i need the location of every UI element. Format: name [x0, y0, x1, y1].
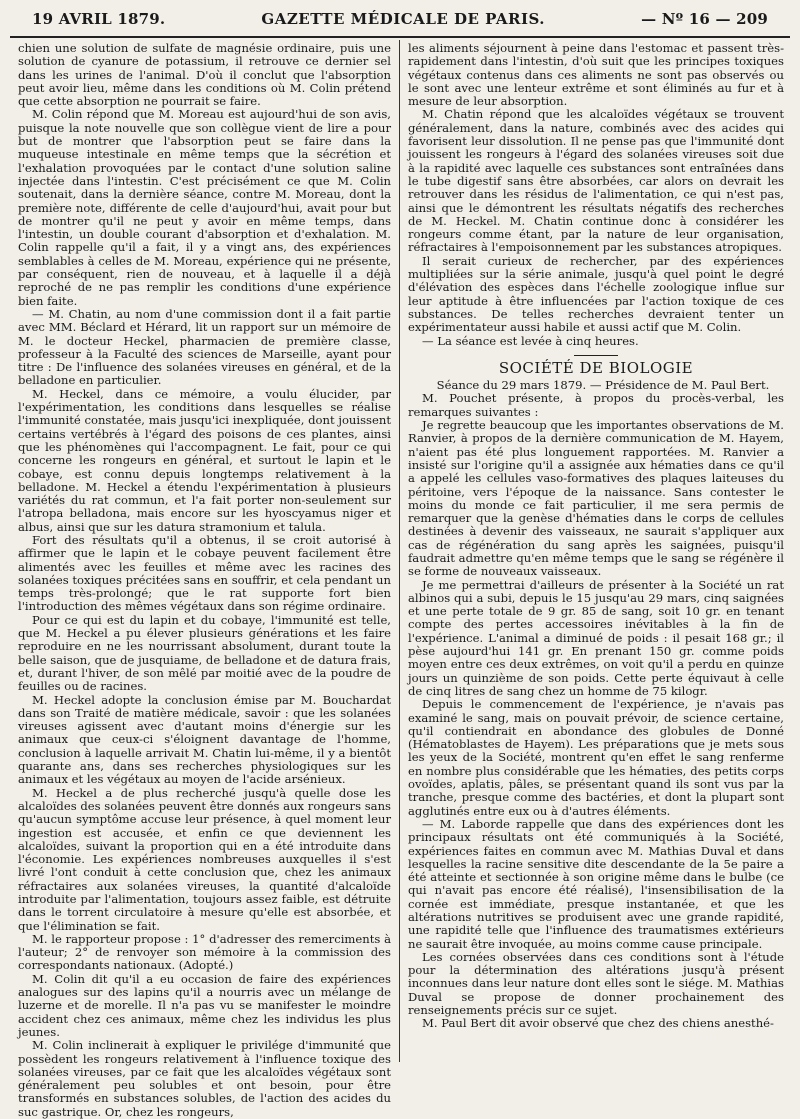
- seance-line: Séance du 29 mars 1879. — Présidence de M. Paul Bert.: [436, 378, 770, 393]
- page-header: [10, 8, 790, 38]
- paragraph: Je me permettrai d'ailleurs de présenter à la Société un rat albinos qui a subi, depuis le 15 jusqu'au 29 mars, cinq saignées et une perte totale de 9 gr. 85 de sang, soit 10 gr. en tenant compte des pertes accessoires inévitables à la fin de l'expérience. L'animal a diminué de poids : il pesait 168 gr.; il pèse aujourd'hui 141 gr. En prenant 150 gr. comme poids moyen entre ces deux extrêmes, on voit qu'il a perdu en quinze jours un quinzième de son poids. Cette perte équivaut à celle de cinq litres de sang chez un homme de 75 kilogr.: [408, 577, 784, 698]
- paragraph: — M. Laborde rappelle que dans des expériences dont les principaux résultats ont été communiqués à la Société, expériences faites en commun avec M. Mathias Duval et dans lesquelles la racine sensitive dite descendante de la 5e paire a été atteinte et sectionnée à son origine même dans le bulbe (ce qui n'avait pas encore été réalisé), l'insensibilisation de la cornée est immédiate, presque instantanée, et que les altérations nutritives se produisent avec une grande rapidité, une rapidité telle que l'influence des traumatismes extérieurs ne saurait être invoquée, au moins comme cause principale.: [408, 816, 784, 951]
- journal-title: GAZETTE MÉDICALE DE PARIS.: [261, 10, 546, 28]
- paragraph: — M. Chatin, au nom d'une commission dont il a fait partie avec MM. Béclard et Hérard, lit un rapport sur un mémoire de M. le docteur Heckel, pharmacien de première classe, professeur à la Faculté des sciences de Marseille, ayant pour titre : De l'influence des solanées vireuses en général, et de la belladone en particulier.: [18, 306, 391, 388]
- issue-page-number: — Nº 16 — 209: [641, 10, 768, 28]
- paragraph: chien une solution de sulfate de magnésie ordinaire, puis une solution de cyanure de potassium, il retrouve ce dernier sel dans les urines de l'animal. D'où il conclut que l'absorption peut avoir lieu, même dans les conditions où M. Colin prétend que cette absorption ne pourrait se faire.: [18, 41, 391, 109]
- section-title: SOCIÉTÉ DE BIOLOGIE: [498, 358, 694, 377]
- right-column-top: [408, 42, 784, 348]
- paragraph: Je regrette beaucoup que les importantes observations de M. Ranvier, à propos de la dernière communication de M. Hayem, n'aient pas été plus longuement rapportées. M. Ranvier a insisté sur l'origine qu'il a assignée aux hématies dans ce qu'il a appelé les cellules vaso-formatives des plaques laiteuses du péritoine, vers l'époque de la naissance. Sans contester le moins du monde ce fait particulier, il me sera permis de remarquer que la genèse d'hématies dans le corps de cellules destinées à devenir des vaisseaux, ne saurait s'appliquer aux cas de régénération du sang après les saignées, puisqu'il faudrait admettre qu'en même temps que le sang se régénère il se forme de nouveaux vaisseaux.: [408, 418, 784, 579]
- columns: [10, 40, 790, 1119]
- paragraph: M. Pouchet présente, à propos du procès-verbal, les remarques suivantes :: [408, 391, 784, 419]
- paragraph: M. Heckel, dans ce mémoire, a voulu élucider, par l'expérimentation, les conditions dans lesquelles se réalise l'immunité constatée, mais jusqu'ici inexpliquée, dont jouissent certains vertébrés à l'égard des poisons de ces plantes, ainsi que les phénomènes qui l'accompagnent. Le fait, pour ce qui concerne les rongeurs en général, et surtout le lapin et le cobaye, est connu depuis longtemps relativement à la belladone. M. Heckel a étendu l'expérimentation à plusieurs variétés du rat commun, et l'a fait porter non-seulement sur l'atropa belladona, mais encore sur les hyoscyamus niger et albus, ainsi que sur les datura stramonium et talula.: [18, 386, 391, 534]
- paragraph: Fort des résultats qu'il a obtenus, il se croit autorisé à affirmer que le lapin et le cobaye peuvent facilement être alimentés avec les feuilles et même avec les racines des solanées toxiques précitées sans en souffrir, et cela pendant un temps très-prolongé; que le rat supporte fort bien l'introduction des mêmes végétaux dans son régime ordinaire.: [18, 532, 391, 614]
- paragraph: — La séance est levée à cinq heures.: [422, 333, 639, 348]
- paragraph: Depuis le commencement de l'expérience, je n'avais pas examiné le sang, mais on pouvait prévoir, de science certaine, qu'il contiendrait en abondance des globules de Donné (Hématoblastes de Hayem). Les préparations que je mets sous les yeux de la Société, montrent qu'en effet le sang renferme en nombre plus considérable que les hématies, des petits corps ovoïdes, aplatis, pâles, se présentant quand ils sont vus par la tranche, presque comme des bactéries, et dont la plupart sont agglutinés entre eux ou à d'autres éléments.: [408, 697, 784, 818]
- paragraph: Les cornées observées dans ces conditions sont à l'étude pour la détermination des altérations jusqu'à présent inconnues dans leur nature dont elles sont le siége. M. Mathias Duval se propose de donner prochainement des renseignements précis sur ce sujet.: [408, 949, 784, 1018]
- paragraph: M. le rapporteur propose : 1° d'adresser des remerciments à l'auteur; 2° de renvoyer son mémoire à la commission des correspondants nationaux. (Adopté.): [18, 931, 391, 973]
- paragraph: M. Colin répond que M. Moreau est aujourd'hui de son avis, puisque la note nouvelle que son collègue vient de lire a pour but de montrer que l'absorption peut se faire dans la muqueuse intestinale en même temps que la sécrétion et l'exhalation provoquées par le contact d'une solution saline injectée dans l'intestin. C'est précisément ce que M. Colin soutenait, dans la dernière séance, contre M. Moreau, dont la première note, différente de celle d'aujourd'hui, avait pour but de montrer qu'il ne peut y avoir en même temps, dans l'intestin, un double courant d'absorption et d'exhalation. M. Colin rappelle qu'il a fait, il y a vingt ans, des expériences semblables à celles de M. Moreau, expérience qui ne présente, par conséquent, rien de nouveau, et à laquelle il a déjà reproché de ne pas remplir les conditions d'une expérience bien faite.: [18, 107, 391, 308]
- right-column-bottom: [408, 392, 784, 1030]
- paragraph: M. Colin inclinerait à expliquer le privilége d'immunité que possèdent les rongeurs relativement à l'influence toxique des solanées vireuses, par ce fait que les alcaloïdes végétaux sont généralement peu solubles et ont besoin, pour être transformés en substances solubles, de l'action des acides du suc gastrique. Or, chez les rongeurs,: [18, 1038, 391, 1119]
- paragraph: les aliments séjournent à peine dans l'estomac et passent très-rapidement dans l'intestin, d'où suit que les principes toxiques végétaux contenus dans ces aliments ne sont pas observés ou le sont avec une lenteur extrême et sont éliminés au fur et à mesure de leur absorption.: [408, 41, 784, 109]
- paragraph: M. Chatin répond que les alcaloïdes végétaux se trouvent généralement, dans la nature, combinés avec des acides qui favorisent leur dissolution. Il ne pense pas que l'immunité dont jouissent les rongeurs à l'égard des solanées vireuses soit due à la rapidité avec laquelle ces substances sont entraînées dans le tube digestif sans être absorbées, car alors on devrait les retrouver dans les résidus de l'alimentation, ce qui n'est pas, ainsi que le démontrent les résultats négatifs des recherches de M. Heckel. M. Chatin continue donc à considérer les rongeurs comme étant, par la nature de leur organisation, réfractaires à l'empoisonnement par les substances atropiques.: [408, 107, 784, 255]
- paragraph: Pour ce qui est du lapin et du cobaye, l'immunité est telle, que M. Heckel a pu élever plusieurs générations et les faire reproduire en ne les nourrissant absolument, durant toute la belle saison, que de jusquiame, de belladone et de datura frais, et, durant l'hiver, de son mêlé par moitié avec de la poudre de feuilles ou de racines.: [18, 612, 391, 694]
- paragraph: M. Heckel a de plus recherché jusqu'à quelle dose les alcaloïdes des solanées peuvent être donnés aux rongeurs sans qu'aucun symptôme accuse leur présence, à quel moment leur ingestion est accusée, et enfin ce que deviennent les alcaloïdes, suivant la proportion qui en a été introduite dans l'économie. Les expériences nombreuses auxquelles il s'est livré l'ont conduit à cette conclusion que, chez les animaux réfractaires aux solanées vireuses, la quantité d'alcaloïde introduite par l'alimentation, toujours assez faible, est détruite dans le torrent circulatoire à mesure qu'elle est absorbée, et que l'élimination se fait.: [18, 785, 391, 933]
- issue-date: 19 AVRIL 1879.: [32, 10, 166, 28]
- paragraph: M. Paul Bert dit avoir observé que chez des chiens anesthé-: [422, 1016, 774, 1031]
- paragraph: M. Heckel adopte la conclusion émise par M. Bouchardat dans son Traité de matière médicale, savoir : que les solanées vireuses agissent avec d'autant moins d'énergie sur les animaux que ceux-ci s'éloignent davantage de l'homme, conclusion à laquelle arrivait M. Chatin lui-même, il y a bientôt quarante ans, dans ses recherches physiologiques sur les animaux et les végétaux au moyen de l'acide arsénieux.: [18, 692, 391, 787]
- paragraph: Il serait curieux de rechercher, par des expériences multipliées sur la série animale, jusqu'à quel point le degré d'élévation des espèces dans l'échelle zoologique influe sur leur aptitude à être influencées par l'action toxique de ces substances. De telles recherches devraient tenter un expérimentateur aussi habile et aussi actif que M. Colin.: [408, 253, 784, 335]
- right-column: [400, 40, 790, 1062]
- paragraph: M. Colin dit qu'il a eu occasion de faire des expériences analogues sur des lapins qu'il a nourris avec un mélange de luzerne et de morelle. Il n'a pas vu se manifester le moindre accident chez ces animaux, même chez les individus les plus jeunes.: [18, 971, 391, 1039]
- left-column: [10, 40, 400, 1119]
- section-divider: [574, 355, 618, 356]
